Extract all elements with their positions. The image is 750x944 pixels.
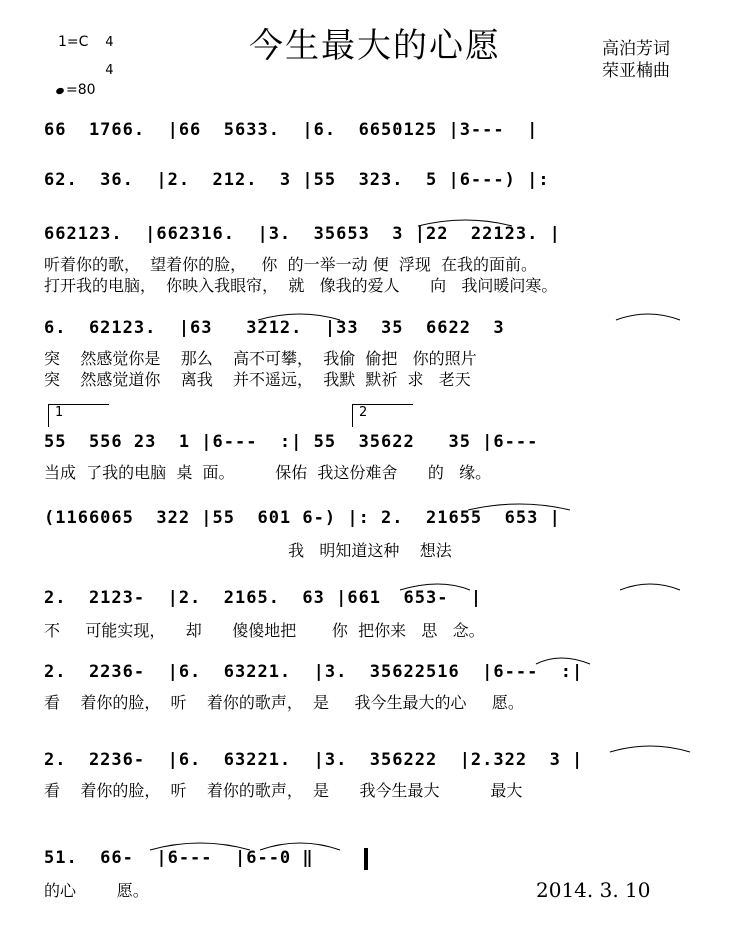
score-row-6-notes: (1166065 322 |55 601 6-) |: 2. 21655 653 | [44, 508, 561, 528]
score-row-1-notes: 66 1766. |66 5633. |6. 6650125 |3--- | [44, 120, 539, 140]
tie-arc [468, 504, 570, 510]
score-row-10-notes: 51. 66- |6--- |6--0 ‖ [44, 848, 314, 868]
volta-1-label: 1 [55, 405, 64, 420]
tie-arc [620, 584, 680, 590]
score-row-3-notes: 662123. |662316. |3. 35653 3 |22 22123. | [44, 224, 561, 244]
score-row-9-lyrics: 看 着你的脸， 听 着你的歌声， 是 我今生最大 最大 [44, 781, 523, 800]
lyricist-credit: 高泊芳词 [602, 39, 670, 59]
tie-arc [610, 746, 690, 752]
tie-arc [150, 843, 250, 850]
score-row-7-notes: 2. 2123- |2. 2165. 63 |661 653- | [44, 588, 483, 608]
score-row-7-lyrics: 不 可能实现， 却 傻傻地把 你 把你来 思 念。 [44, 621, 485, 640]
tie-arc [400, 584, 470, 590]
score-row-10-lyrics: 的心 愿。 [44, 881, 149, 900]
score-row-5-lyrics: 当成 了我的电脑 桌 面。 保佑 我这份难舍 的 缘。 [44, 463, 492, 482]
score-row-4-lyrics-2: 突 然感觉道你 离我 并不遥远， 我默 默祈 求 老天 [44, 370, 471, 389]
time-signature-top: 4 [105, 35, 114, 50]
score-row-4-lyrics-1: 突 然感觉你是 那么 高不可攀， 我偷 偷把 你的照片 [44, 349, 477, 368]
score-row-5-notes: 55 556 23 1 |6--- :| 55 35622 35 |6--- [44, 432, 539, 452]
tie-arc [260, 843, 340, 850]
score-row-3-lyrics-1: 听着你的歌， 望着你的脸， 你 的一举一动 便 浮现 在我的面前。 [44, 255, 538, 274]
score-row-6-lyrics: 我 明知道这种 想法 [44, 541, 452, 560]
score-row-9-notes: 2. 2236- |6. 63221. |3. 356222 |2.322 3 | [44, 750, 584, 770]
tempo-value: =80 [66, 82, 96, 98]
score-row-8-notes: 2. 2236- |6. 63221. |3. 35622516 |6--- :| [44, 662, 584, 682]
time-signature-bottom: 4 [105, 63, 114, 78]
volta-2-label: 2 [359, 405, 368, 420]
tie-arc [418, 220, 512, 226]
song-title: 今生最大的心愿 [249, 26, 501, 66]
composition-date: 2014. 3. 10 [536, 878, 651, 902]
score-row-8-lyrics: 看 着你的脸， 听 着你的歌声， 是 我今生最大的心 愿。 [44, 693, 524, 712]
tie-arc [258, 314, 340, 320]
composer-credit: 荣亚楠曲 [602, 61, 670, 81]
final-barline [364, 848, 368, 870]
score-row-2-notes: 62. 36. |2. 212. 3 |55 323. 5 |6---) |: [44, 170, 550, 190]
tie-arc [536, 658, 590, 664]
score-row-4-notes: 6. 62123. |63 3212. |33 35 6622 3 [44, 318, 505, 338]
score-row-3-lyrics-2: 打开我的电脑， 你映入我眼帘， 就 像我的爱人 向 我问暖问寒。 [44, 276, 558, 295]
key-signature: 1=C [58, 34, 89, 50]
tie-arc [616, 314, 680, 320]
